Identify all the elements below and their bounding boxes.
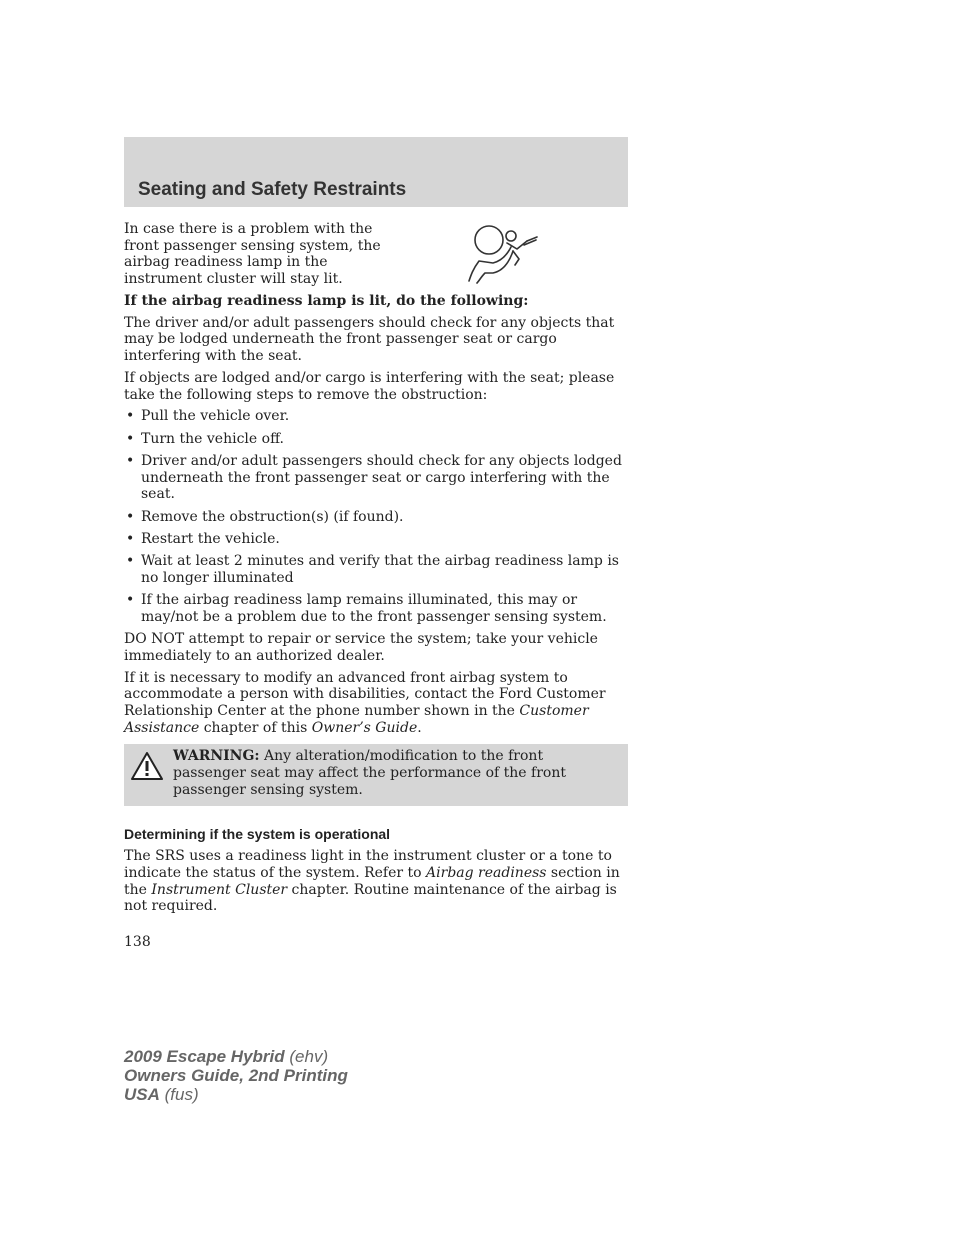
list-item: • Turn the vehicle off. bbox=[124, 431, 628, 448]
steps-list bbox=[124, 408, 628, 625]
list-item: • Restart the vehicle. bbox=[124, 531, 628, 548]
paragraph-obstruction-steps: If objects are lodged and/or cargo is interfering with the seat; please take the following steps to remove the obstruction: bbox=[124, 369, 615, 403]
footer-line-1: 2009 Escape Hybrid (ehv) bbox=[124, 1047, 329, 1066]
document-footer bbox=[124, 1047, 348, 1104]
ref-customer-assistance: Customer Assistance bbox=[124, 702, 589, 736]
intro-text: In case there is a problem with the front passenger sensing system, the airbag readiness lamp in the instrument cluster will stay lit. bbox=[124, 221, 381, 288]
list-item: • Wait at least 2 minutes and verify that the airbag readiness lamp is no longer illuminated bbox=[124, 553, 628, 586]
warning-box bbox=[124, 744, 628, 806]
ref-instrument-cluster: Instrument Cluster bbox=[151, 881, 288, 898]
ref-airbag-readiness: Airbag readiness bbox=[426, 864, 547, 881]
paragraph-srs-readiness: The SRS uses a readiness light in the instrument cluster or a tone to indicate the status of the system. Refer to Airbag readiness section in the Instrument Cluster chapter. Routine maintenance of the airbag is not required. bbox=[124, 848, 620, 915]
list-item: • Remove the obstruction(s) (if found). bbox=[124, 509, 628, 526]
footer-line-3: USA (fus) bbox=[124, 1085, 199, 1104]
list-item: • If the airbag readiness lamp remains illuminated, this may or may/not be a problem due to the front passenger sensing system. bbox=[124, 592, 628, 625]
lit-heading: If the airbag readiness lamp is lit, do the following: bbox=[124, 293, 529, 309]
footer-line-2: Owners Guide, 2nd Printing bbox=[124, 1066, 348, 1085]
paragraph-check-objects: The driver and/or adult passengers should check for any objects that may be lodged underneath the front passenger seat or cargo interfering with the seat. bbox=[124, 314, 615, 365]
list-item: • Driver and/or adult passengers should check for any objects lodged underneath the front passenger seat or cargo interfering with the seat. bbox=[124, 453, 628, 503]
paragraph-do-not-repair: DO NOT attempt to repair or service the system; take your vehicle immediately to an authorized dealer. bbox=[124, 631, 598, 664]
main-content bbox=[124, 221, 628, 951]
intro-block bbox=[124, 221, 628, 293]
section-header-band bbox=[124, 137, 628, 207]
warning-label: WARNING: bbox=[173, 748, 260, 765]
airbag-readiness-icon bbox=[467, 223, 539, 285]
warning-text: Any alteration/modification to the front passenger seat may affect the performance of the front passenger sensing system. bbox=[173, 748, 566, 798]
ref-owners-guide: Owner’s Guide bbox=[311, 719, 418, 736]
list-item: • Pull the vehicle over. bbox=[124, 408, 628, 425]
section-subheading: Determining if the system is operational bbox=[124, 826, 391, 843]
paragraph-disabilities: If it is necessary to modify an advanced front airbag system to accommodate a person with disabilities, contact the Ford Customer Relationship Center at the phone number shown in the Customer Assistance chapter of this Owner’s Guide. bbox=[124, 669, 606, 736]
warning-triangle-icon bbox=[130, 751, 164, 781]
section-title: Seating and Safety Restraints bbox=[138, 179, 407, 200]
page-number: 138 bbox=[124, 933, 151, 950]
